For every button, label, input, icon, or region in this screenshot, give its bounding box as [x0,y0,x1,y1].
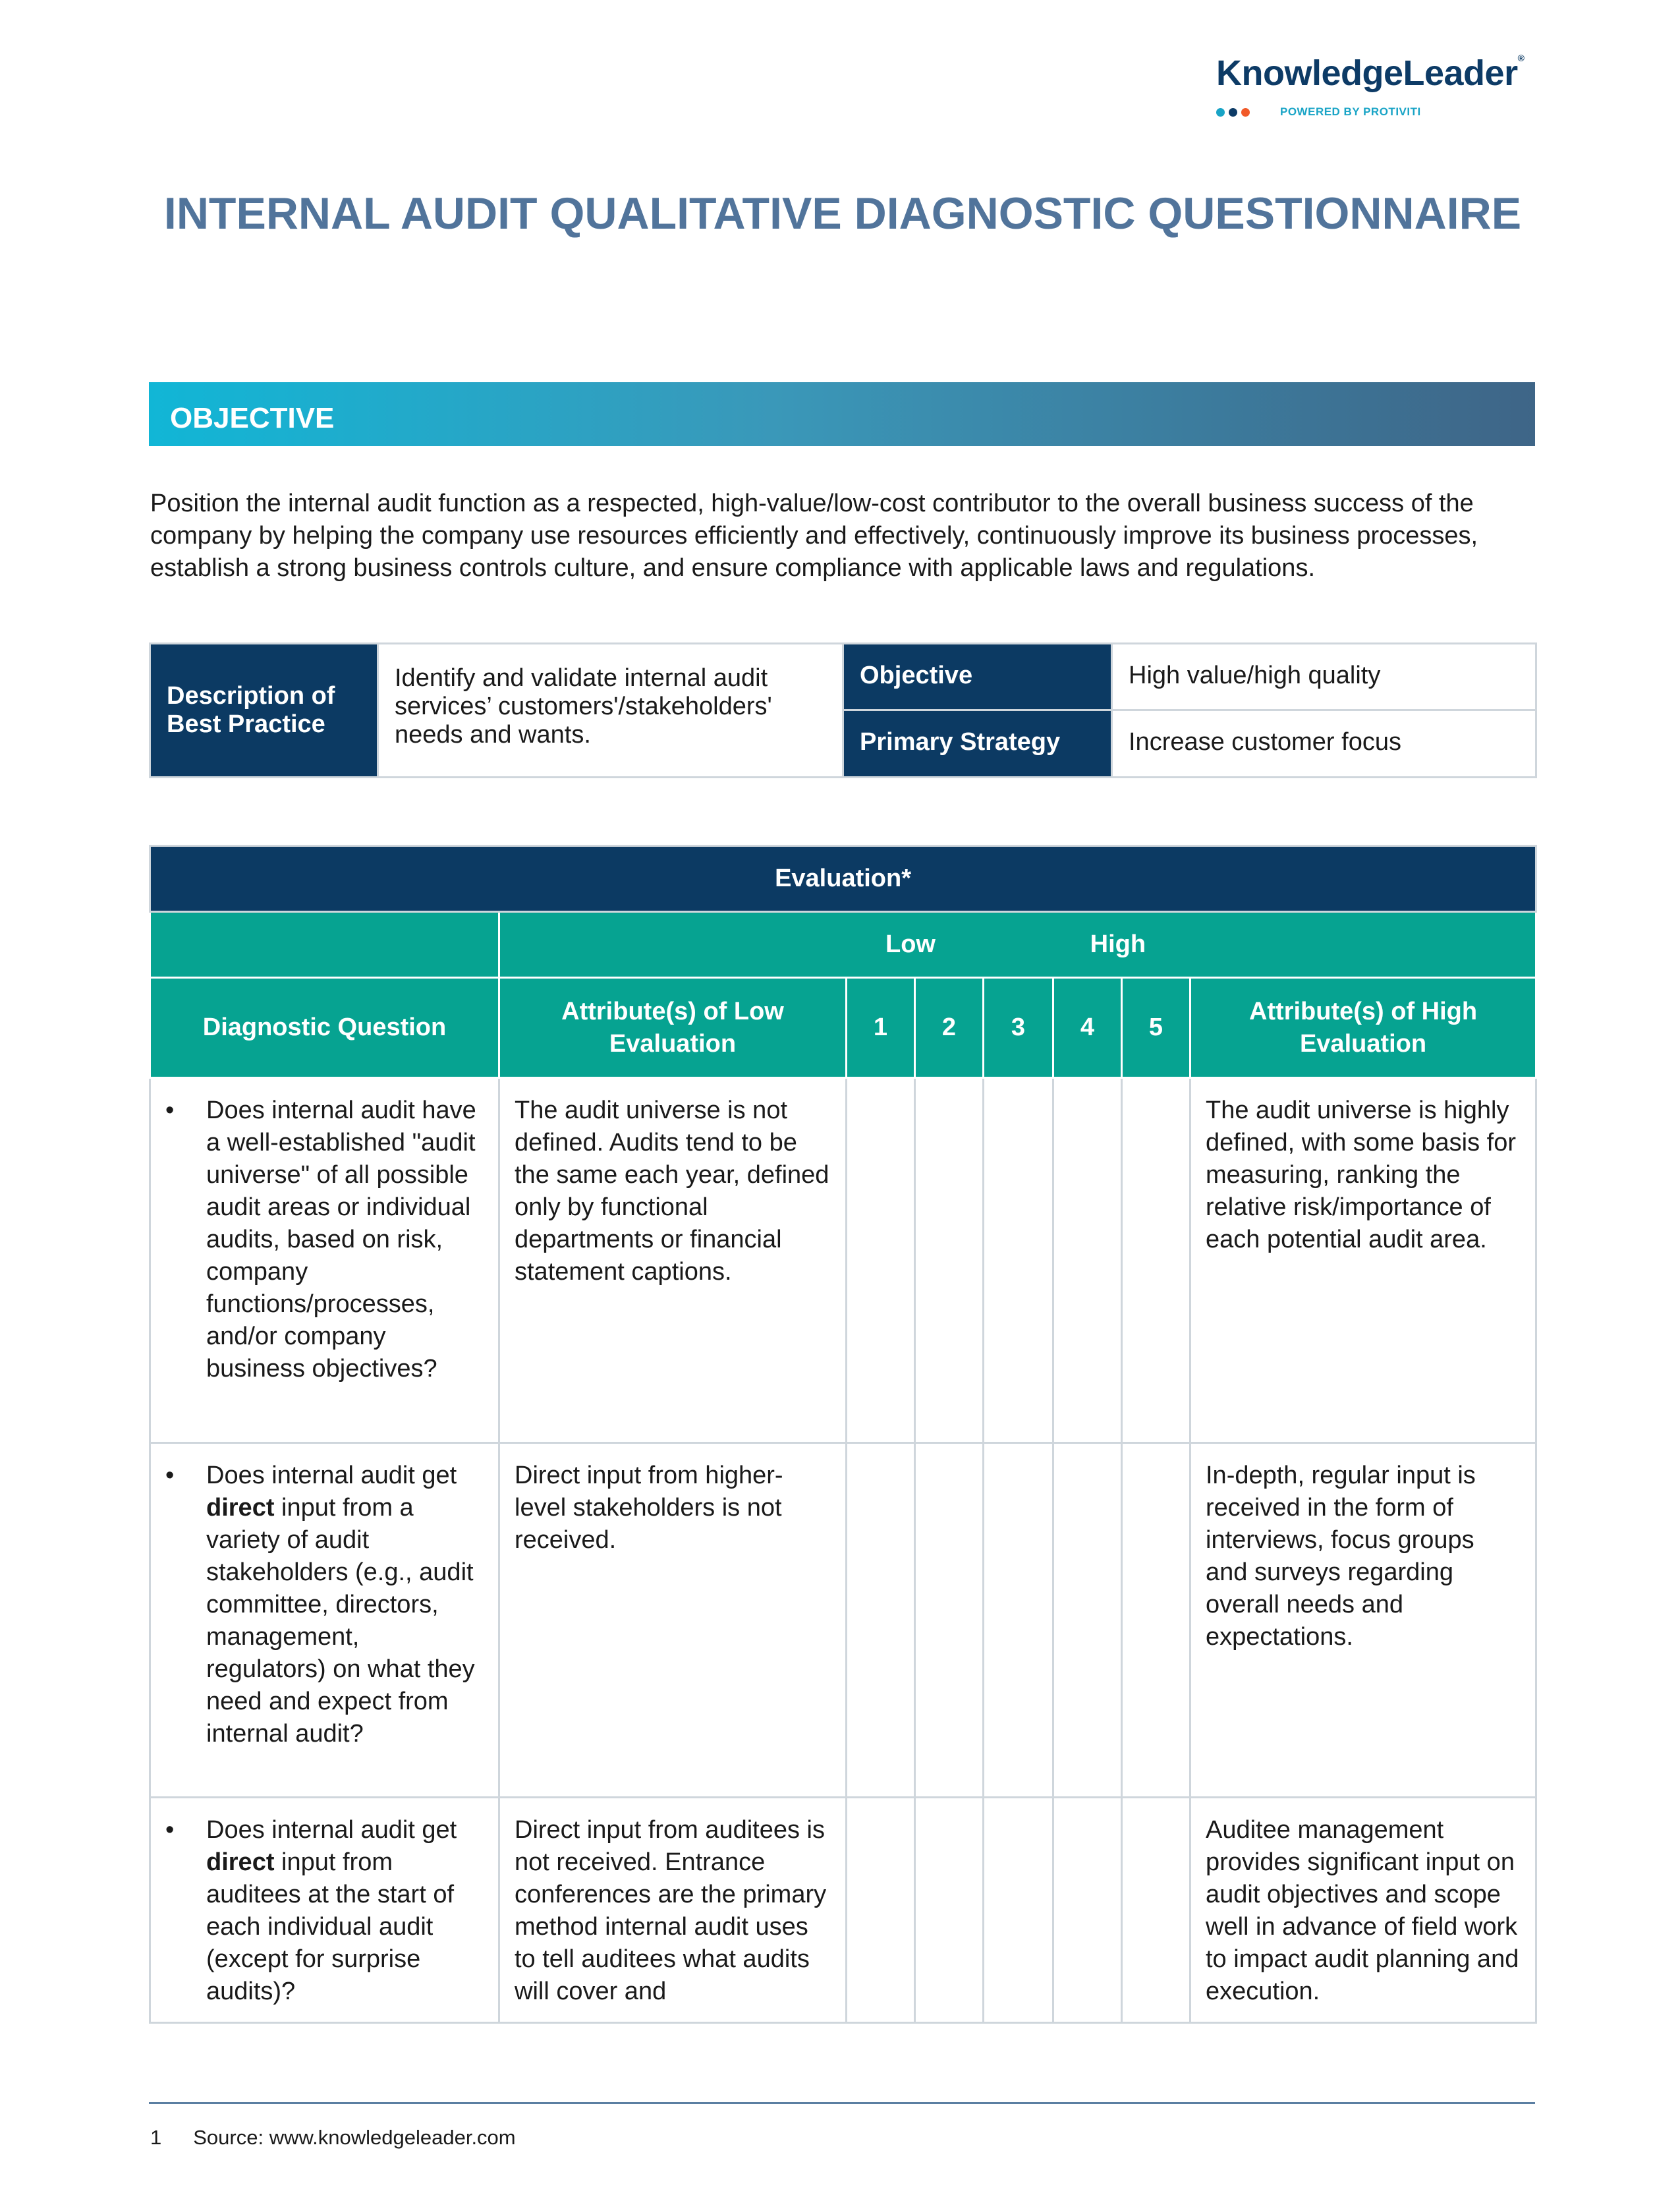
low-label: Low [885,930,936,958]
diagnostic-question-cell [150,1443,499,1798]
high-attribute: Auditee management provides significant input on audit objectives and scope well in advance of field work to impact audit planning and execution. [1190,1798,1536,2023]
footer-divider [149,2102,1535,2104]
score-header-2: 2 [915,978,984,1078]
low-attribute: Direct input from auditees is not received. Entrance conferences are the primary method internal audit uses to tell auditees what audits will cover and [499,1798,847,2023]
page-title: INTERNAL AUDIT QUALITATIVE DIAGNOSTIC QUESTIONNAIRE [163,188,1522,239]
score-header-5: 5 [1122,978,1190,1078]
emphasis-direct: direct [206,1494,275,1522]
page-number: 1 [150,2126,162,2149]
diagnostic-question: Does internal audit get direct input from auditees at the start of each individual audit (except for surprise audits)? [206,1816,457,2005]
score-cell-3[interactable] [984,1443,1053,1798]
best-practice-table [149,642,1537,778]
score-cell-2[interactable] [915,1078,984,1443]
source-link[interactable]: Source: www.knowledgeleader.com [193,2126,516,2149]
emphasis-direct: direct [206,1848,275,1876]
high-attribute: In-depth, regular input is received in the form of interviews, focus groups and surveys regarding overall needs and expectations. [1190,1443,1536,1798]
diagnostic-question: Does internal audit have a well-established "audit universe" of all possible audit areas or individual audits, based on risk, company functions/processes, and/or company business objectives? [206,1097,476,1383]
low-attribute: The audit universe is not defined. Audits tend to be the same each year, defined only by functional departments or financial statement captions. [499,1078,847,1443]
column-header-low-attributes: Attribute(s) of Low Evaluation [499,978,847,1078]
best-practice-label: Description of Best Practice [150,644,378,778]
primary-strategy-label: Primary Strategy [843,710,1112,778]
evaluation-table [149,845,1537,2024]
score-cell-2[interactable] [915,1443,984,1798]
table-row [150,1078,1536,1443]
score-cell-5[interactable] [1122,1443,1190,1798]
objective-value: High value/high quality [1112,644,1536,710]
low-attribute: Direct input from higher-level stakeholders is not received. [499,1443,847,1798]
evaluation-header: Evaluation* [150,846,1536,912]
bullet-icon: • [165,1097,175,1124]
brand-registered-mark: ® [1517,53,1525,63]
column-header-high-attributes: Attribute(s) of High Evaluation [1190,978,1536,1078]
diagnostic-question-cell [150,1798,499,2023]
bullet-icon: • [165,1816,175,1844]
score-cell-4[interactable] [1053,1798,1122,2023]
score-cell-1[interactable] [847,1798,915,2023]
score-cell-3[interactable] [984,1798,1053,2023]
brand-logo [1216,53,1526,119]
score-header-4: 4 [1053,978,1122,1078]
score-cell-5[interactable] [1122,1078,1190,1443]
footer [150,2126,516,2150]
objective-text: Position the internal audit function as a respected, high-value/low-cost contributor to the overall business success of the company by helping the company use resources efficiently and effectively, continuously improve its business processes, establish a strong business controls culture, and ensure compliance with applicable laws and regulations. [150,490,1478,582]
brand-dot-icon [1241,108,1250,117]
best-practice-value: Identify and validate internal audit services’ customers'/stakeholders' needs and wants. [378,644,843,778]
score-cell-3[interactable] [984,1078,1053,1443]
score-cell-4[interactable] [1053,1078,1122,1443]
brand-name: KnowledgeLeader [1216,53,1518,93]
score-header-3: 3 [984,978,1053,1078]
brand-dot-icon [1216,108,1225,117]
objective-label: Objective [843,644,1112,710]
objective-heading: OBJECTIVE [149,382,1535,446]
high-label: High [1090,930,1146,958]
diagnostic-question: Does internal audit get direct input from a variety of audit stakeholders (e.g., audit committee, directors, management, regulators) on what they need and expect from internal audit? [206,1462,475,1748]
table-row [150,1798,1536,2023]
brand-tagline: POWERED BY PROTIVITI [1280,105,1421,118]
primary-strategy-value: Increase customer focus [1112,710,1536,778]
low-high-scale [499,912,1536,978]
bullet-icon: • [165,1462,175,1489]
score-cell-1[interactable] [847,1443,915,1798]
score-cell-4[interactable] [1053,1443,1122,1798]
column-header-diagnostic-question: Diagnostic Question [150,978,499,1078]
brand-dot-icon [1229,108,1237,117]
diagnostic-question-cell [150,1078,499,1443]
score-header-1: 1 [847,978,915,1078]
score-cell-5[interactable] [1122,1798,1190,2023]
table-row [150,1443,1536,1798]
high-attribute: The audit universe is highly defined, with some basis for measuring, ranking the relative risk/importance of each potential audit area. [1190,1078,1536,1443]
score-cell-2[interactable] [915,1798,984,2023]
score-cell-1[interactable] [847,1078,915,1443]
